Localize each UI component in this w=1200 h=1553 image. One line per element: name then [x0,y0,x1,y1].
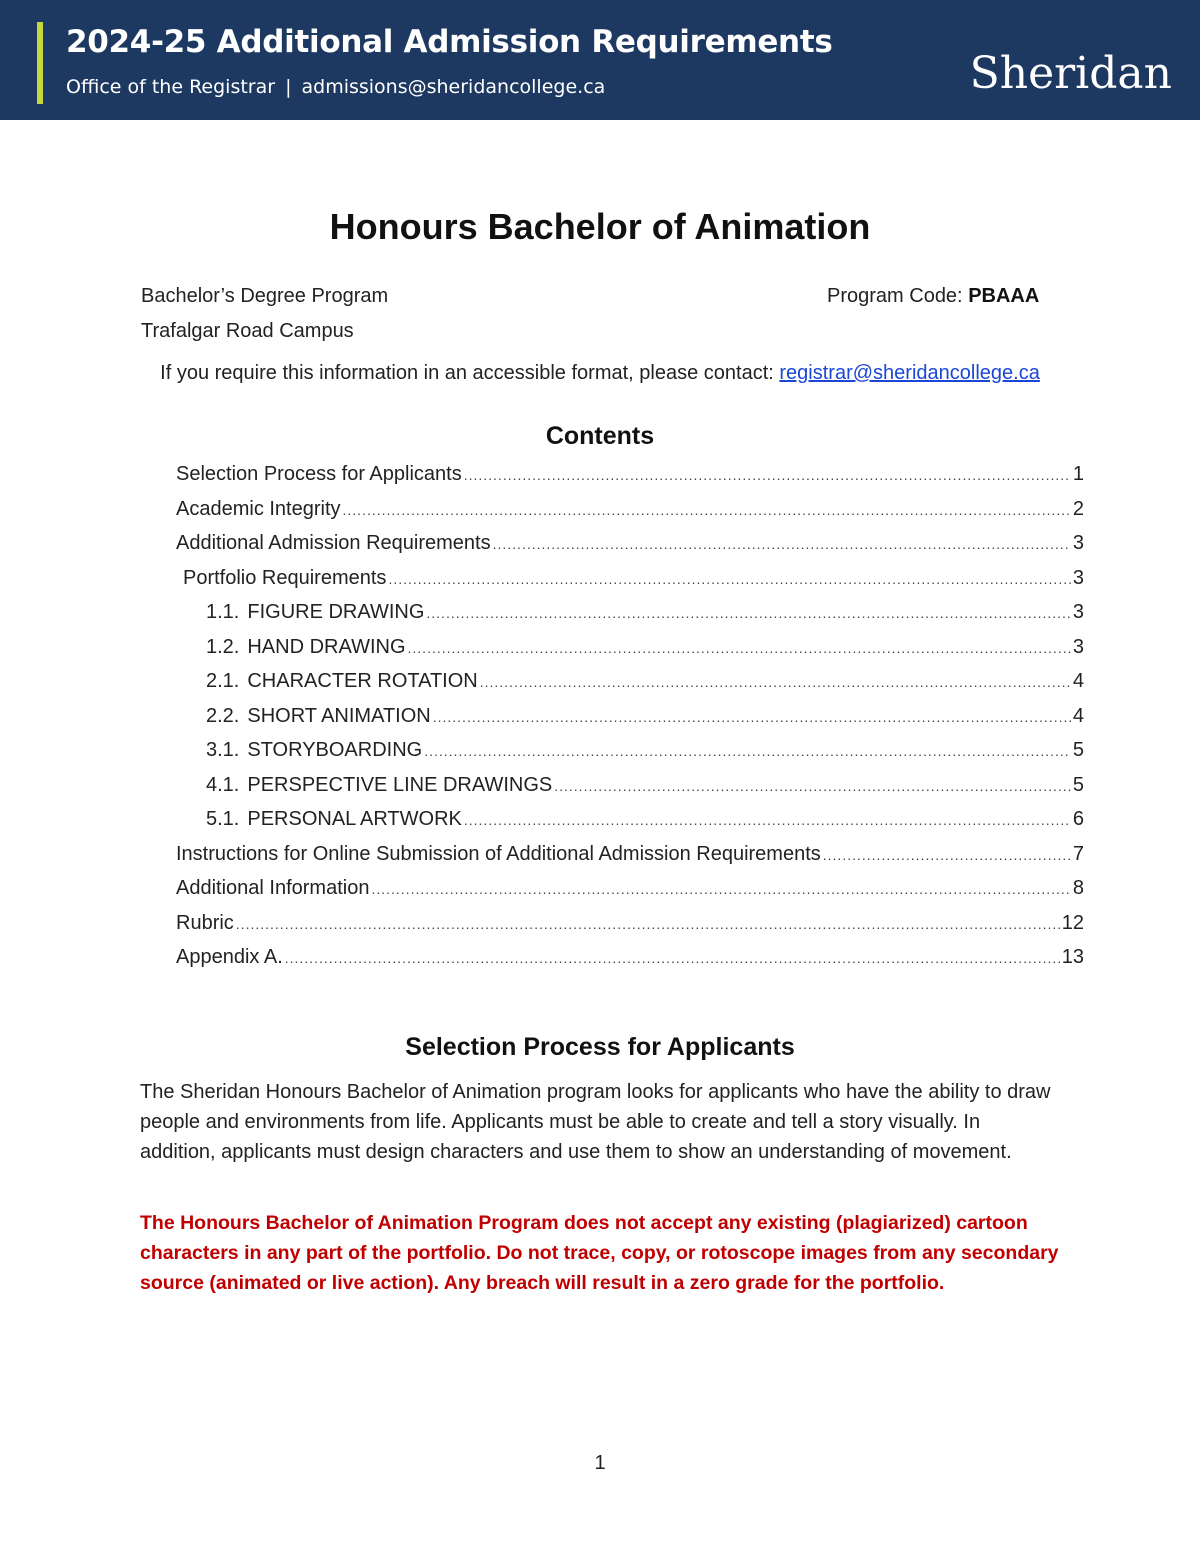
toc-page: 8 [1072,877,1084,899]
toc-page: 13 [1061,946,1084,968]
toc-leader [823,847,1071,863]
program-code [827,285,1039,308]
toc-label: PERSONAL ARTWORK [247,808,462,830]
toc-entry[interactable] [176,946,1084,981]
toc-page: 3 [1072,635,1084,658]
toc-leader [480,674,1071,690]
toc-number: 4.1. [206,773,240,796]
toc-label: Portfolio Requirements [183,566,387,589]
toc-entry[interactable] [176,567,1084,602]
toc-leader [236,916,1060,932]
toc-label: Instructions for Online Submission of Additional Admission Requirements [176,842,821,865]
toc-label: STORYBOARDING [247,739,423,761]
header-email: admissions@sheridancollege.ca [301,76,606,98]
selection-process-body: The Sheridan Honours Bachelor of Animation program looks for applicants who have the ability to draw people and environments from life. Applicants must be able to create and tell a story visually. In addition, applicants must design characters and use them to show an understanding of movement. [140,1081,1051,1163]
registrar-email-link[interactable]: registrar@sheridancollege.ca [779,362,1040,384]
toc-leader [371,881,1070,897]
toc-page: 7 [1072,842,1084,865]
toc-label: HAND DRAWING [247,635,406,658]
toc-entry[interactable] [176,636,1084,671]
header-separator: | [285,76,292,98]
page-number: 1 [594,1452,606,1474]
toc-label: Additional Admission Requirements [176,532,491,554]
plagiarism-warning: The Honours Bachelor of Animation Program does not accept any existing (plagiarized) cartoon characters in any part of the portfolio. Do not trace, copy, or rotoscope images from any secondary source (animated or live action). Any breach will result in a zero grade for the portfolio. [140,1212,1059,1294]
toc-leader [426,605,1070,621]
toc-entry[interactable] [176,705,1084,740]
campus: Trafalgar Road Campus [141,320,354,342]
toc-leader [343,502,1071,518]
program-code-value: PBAAA [968,285,1040,307]
toc-page: 4 [1072,670,1084,692]
header-office: Office of the Registrar [66,76,276,98]
toc-entry[interactable] [176,463,1084,498]
toc-number: 1.1. [206,601,240,623]
table-of-contents [176,463,1084,981]
toc-page: 3 [1072,566,1084,589]
toc-page: 5 [1072,773,1084,796]
accessibility-notice [0,362,1200,385]
selection-process-heading: Selection Process for Applicants [405,1033,795,1061]
toc-page: 5 [1072,739,1084,761]
toc-label: Rubric [176,911,234,934]
toc-number: 2.2. [206,704,240,727]
toc-entry[interactable] [176,670,1084,705]
toc-leader [424,743,1071,759]
toc-page: 2 [1072,497,1084,520]
toc-entry[interactable] [176,774,1084,809]
sheridan-logo: Sheridan [969,48,1172,99]
header-accent-bar [37,22,43,104]
toc-page: 4 [1072,704,1084,727]
toc-number: 3.1. [206,739,240,761]
toc-label: Additional Information [176,877,370,899]
toc-page: 1 [1072,463,1084,485]
toc-leader [433,709,1071,725]
toc-page: 3 [1072,532,1084,554]
toc-number: 5.1. [206,808,240,830]
toc-leader [493,536,1071,552]
toc-leader [285,950,1060,966]
accessibility-text: If you require this information in an accessible format, please contact: [160,362,774,384]
toc-label: SHORT ANIMATION [247,704,431,727]
header-title: 2024-25 Additional Admission Requirements [66,24,833,60]
toc-number: 1.2. [206,635,240,658]
toc-entry[interactable] [176,877,1084,912]
header-subtitle [66,76,605,98]
toc-entry[interactable] [176,912,1084,947]
program-code-label: Program Code: [827,285,963,307]
toc-page: 3 [1072,601,1084,623]
toc-label: Appendix A. [176,946,283,968]
document-title: Honours Bachelor of Animation [329,206,871,247]
toc-leader [388,571,1070,587]
toc-label: Selection Process for Applicants [176,463,462,485]
toc-leader [554,778,1071,794]
contents-heading: Contents [545,422,655,450]
toc-page: 12 [1061,911,1084,934]
program-type: Bachelor’s Degree Program [141,285,389,307]
toc-leader [464,467,1071,483]
toc-label: CHARACTER ROTATION [247,670,478,692]
toc-leader [464,812,1071,828]
toc-label: PERSPECTIVE LINE DRAWINGS [247,773,553,796]
toc-entry[interactable] [176,532,1084,567]
toc-entry[interactable] [176,498,1084,533]
toc-label: FIGURE DRAWING [247,601,425,623]
header-banner [0,0,1200,120]
toc-label: Academic Integrity [176,497,341,520]
toc-leader [408,640,1071,656]
toc-entry[interactable] [176,843,1084,878]
toc-entry[interactable] [176,739,1084,774]
toc-entry[interactable] [176,808,1084,843]
toc-page: 6 [1072,808,1084,830]
toc-entry[interactable] [176,601,1084,636]
toc-number: 2.1. [206,670,240,692]
